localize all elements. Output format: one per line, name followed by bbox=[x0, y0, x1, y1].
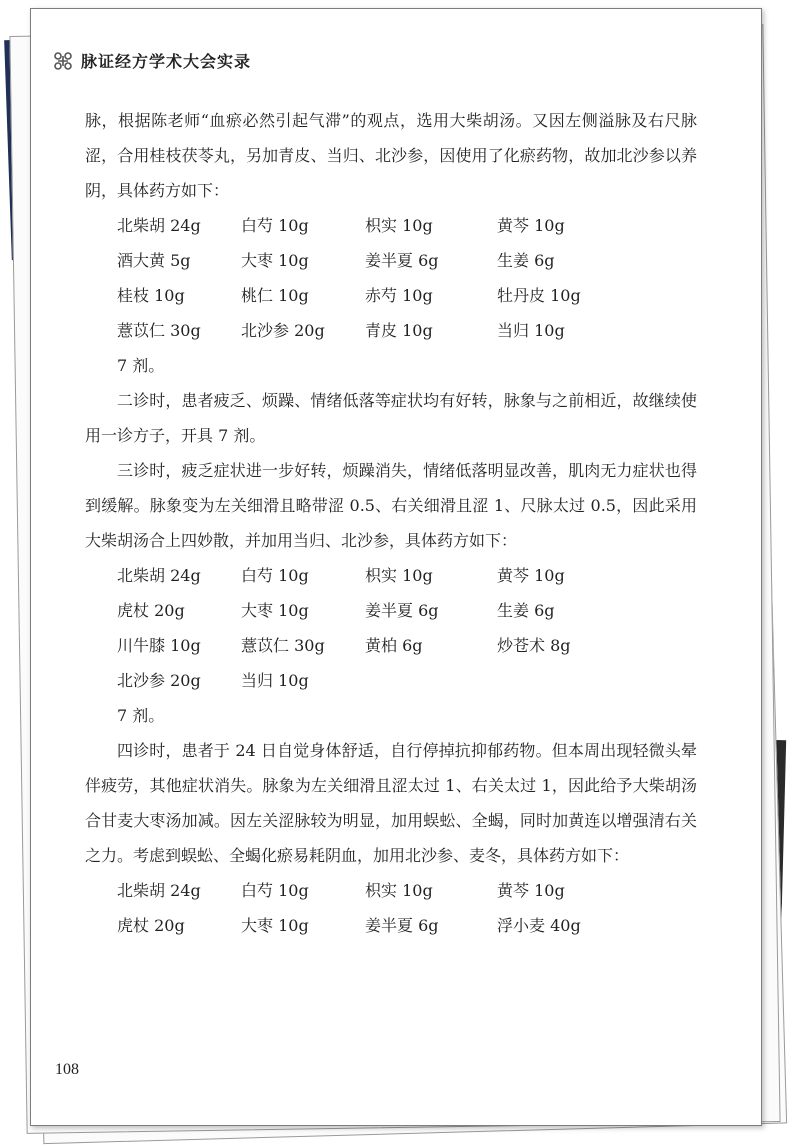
herb-dose: 大枣 10g bbox=[241, 601, 309, 620]
page-body bbox=[85, 103, 697, 943]
herb-dose: 白芍 10g bbox=[241, 566, 309, 585]
prescription-row bbox=[85, 313, 697, 348]
knot-ornament-icon bbox=[53, 51, 73, 71]
herb-dose: 赤芍 10g bbox=[365, 286, 433, 305]
herb-dose: 生姜 6g bbox=[497, 601, 555, 620]
dose-line-2: 7 剂。 bbox=[117, 706, 165, 725]
herb-dose: 酒大黄 5g bbox=[117, 251, 191, 270]
herb-dose: 当归 10g bbox=[497, 321, 565, 340]
herb-dose: 姜半夏 6g bbox=[365, 601, 439, 620]
herb-dose: 大枣 10g bbox=[241, 916, 309, 935]
herb-dose: 当归 10g bbox=[241, 671, 309, 690]
herb-dose: 姜半夏 6g bbox=[365, 916, 439, 935]
prescription-row bbox=[85, 243, 697, 278]
prescription-row bbox=[85, 873, 697, 908]
herb-dose: 北柴胡 24g bbox=[117, 216, 201, 235]
running-header bbox=[53, 49, 251, 72]
herb-dose: 虎杖 20g bbox=[117, 916, 185, 935]
herb-dose: 黄柏 6g bbox=[365, 636, 423, 655]
herb-dose: 北沙参 20g bbox=[117, 671, 201, 690]
herb-dose: 浮小麦 40g bbox=[497, 916, 581, 935]
herb-dose: 薏苡仁 30g bbox=[241, 636, 325, 655]
herb-dose: 姜半夏 6g bbox=[365, 251, 439, 270]
book-page bbox=[30, 8, 762, 1126]
paragraph-2: 二诊时，患者疲乏、烦躁、情绪低落等症状均有好转，脉象与之前相近，故继续使用一诊方子，开具 7 剂。 bbox=[85, 391, 697, 445]
paragraph-3: 三诊时，疲乏症状进一步好转，烦躁消失，情绪低落明显改善，肌肉无力症状也得到缓解。脉象变为左关细滑且略带涩 0.5、右关细滑且涩 1、尺脉太过 0.5，因此采用大柴胡汤合上四妙散，并加用当归、北沙参，具体药方如下： bbox=[85, 461, 697, 550]
prescription-row bbox=[85, 908, 697, 943]
prescription-row bbox=[85, 278, 697, 313]
prescription-table-1 bbox=[85, 208, 697, 348]
paragraph-4: 四诊时，患者于 24 日自觉身体舒适，自行停掉抗抑郁药物。但本周出现轻微头晕伴疲劳，其他症状消失。脉象为左关细滑且涩太过 1、右关太过 1，因此给予大柴胡汤合甘麦大枣汤加减。因左关涩脉较为明显，加用蜈蚣、全蝎，同时加黄连以增强清右关之力。考虑到蜈蚣、全蝎化瘀易耗阴血，加用北沙参、麦冬，具体药方如下： bbox=[85, 741, 697, 865]
herb-dose: 薏苡仁 30g bbox=[117, 321, 201, 340]
prescription-table-3 bbox=[85, 873, 697, 943]
herb-dose: 北沙参 20g bbox=[241, 321, 325, 340]
prescription-row bbox=[85, 593, 697, 628]
paragraph-1: 脉，根据陈老师“血瘀必然引起气滞”的观点，选用大柴胡汤。又因左侧溢脉及右尺脉涩，合用桂枝茯苓丸，另加青皮、当归、北沙参，因使用了化瘀药物，故加北沙参以养阴，具体药方如下： bbox=[85, 111, 697, 200]
herb-dose: 桃仁 10g bbox=[241, 286, 309, 305]
herb-dose: 黄芩 10g bbox=[497, 216, 565, 235]
prescription-row bbox=[85, 663, 697, 698]
herb-dose: 生姜 6g bbox=[497, 251, 555, 270]
herb-dose: 黄芩 10g bbox=[497, 881, 565, 900]
dose-line-1: 7 剂。 bbox=[117, 356, 165, 375]
herb-dose: 炒苍术 8g bbox=[497, 636, 571, 655]
herb-dose: 青皮 10g bbox=[365, 321, 433, 340]
herb-dose: 大枣 10g bbox=[241, 251, 309, 270]
herb-dose: 虎杖 20g bbox=[117, 601, 185, 620]
herb-dose: 牡丹皮 10g bbox=[497, 286, 581, 305]
prescription-row bbox=[85, 208, 697, 243]
herb-dose: 北柴胡 24g bbox=[117, 881, 201, 900]
herb-dose: 川牛膝 10g bbox=[117, 636, 201, 655]
page-number: 108 bbox=[55, 1061, 79, 1078]
prescription-row bbox=[85, 628, 697, 663]
herb-dose: 白芍 10g bbox=[241, 881, 309, 900]
herb-dose: 枳实 10g bbox=[365, 216, 433, 235]
herb-dose: 桂枝 10g bbox=[117, 286, 185, 305]
prescription-row bbox=[85, 558, 697, 593]
prescription-table-2 bbox=[85, 558, 697, 698]
herb-dose: 枳实 10g bbox=[365, 881, 433, 900]
book-title: 脉证经方学术大会实录 bbox=[81, 52, 252, 71]
herb-dose: 北柴胡 24g bbox=[117, 566, 201, 585]
herb-dose: 黄芩 10g bbox=[497, 566, 565, 585]
herb-dose: 白芍 10g bbox=[241, 216, 309, 235]
herb-dose: 枳实 10g bbox=[365, 566, 433, 585]
